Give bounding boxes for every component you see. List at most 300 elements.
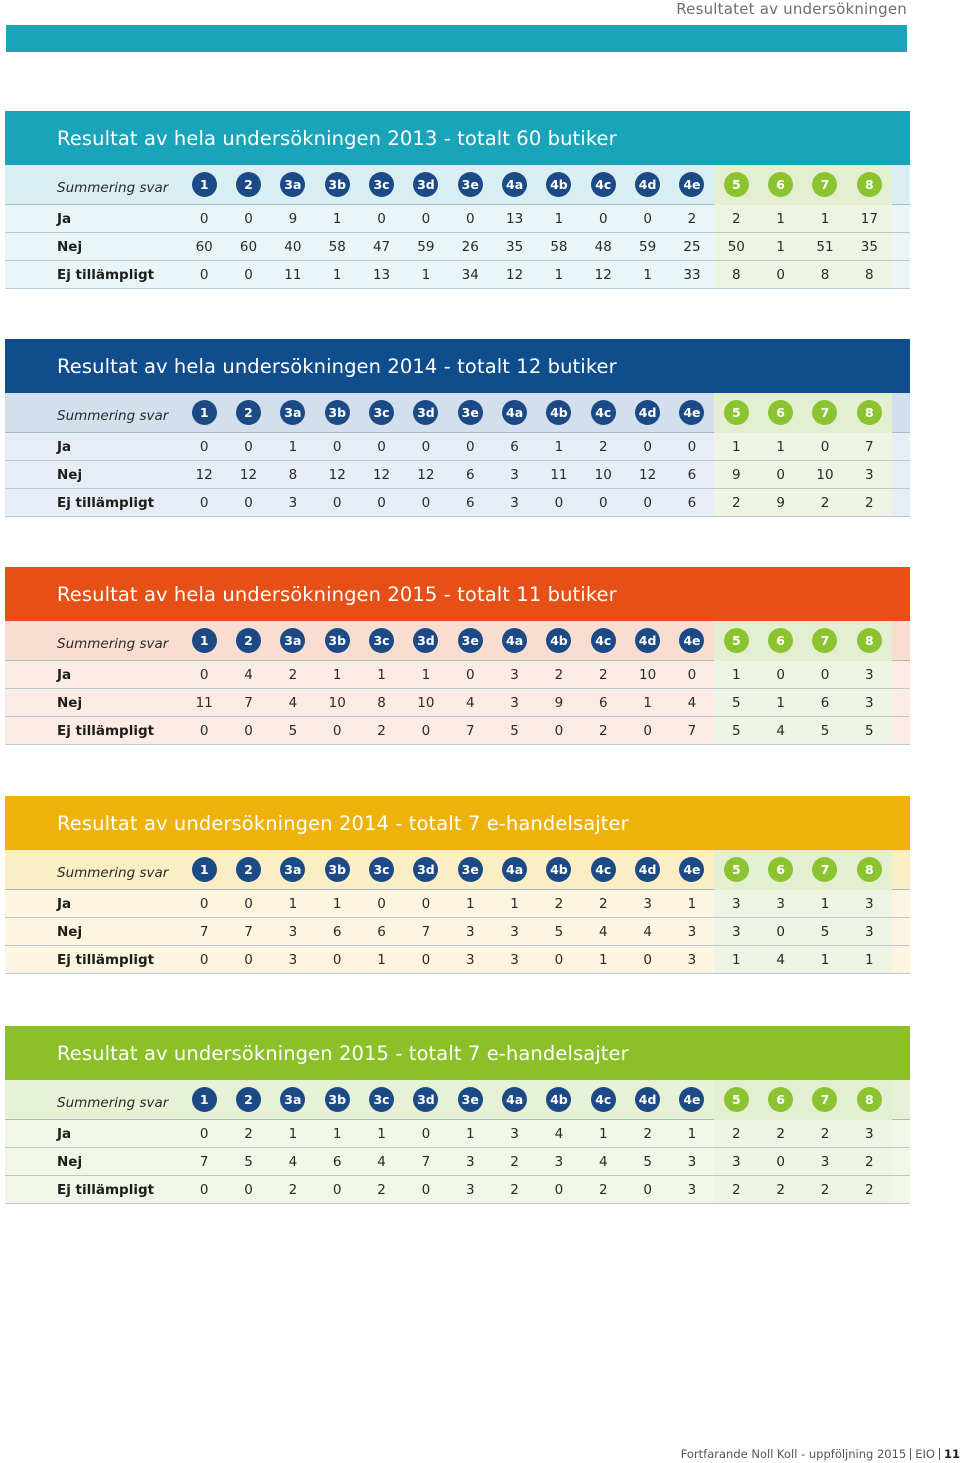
question-number-badge: 3e xyxy=(458,857,483,882)
table-cell: 0 xyxy=(199,951,209,968)
table-cell: 3 xyxy=(847,661,891,688)
column-header-cell xyxy=(670,628,714,653)
table-cell: 3 xyxy=(465,923,475,940)
table-cell: 1 xyxy=(687,895,697,912)
column-header-cell xyxy=(581,857,625,882)
column-header-cell xyxy=(492,172,536,197)
row-label: Ja xyxy=(57,895,72,912)
table-cell: 0 xyxy=(758,461,802,488)
table-cell: 3 xyxy=(510,923,519,940)
question-number-badge: 5 xyxy=(724,857,749,882)
table-cell: 2 xyxy=(714,1176,758,1203)
table-cell: 0 xyxy=(643,1181,652,1198)
question-number-badge: 4b xyxy=(546,400,571,425)
column-header-row xyxy=(5,621,910,661)
table-cell: 6 xyxy=(510,438,519,455)
table-cell: 1 xyxy=(554,266,564,283)
table-cell: 6 xyxy=(332,923,342,940)
table-cell: 0 xyxy=(465,666,475,683)
column-header-cell xyxy=(803,1080,847,1120)
table-cell: 4 xyxy=(554,1125,564,1142)
question-number-badge: 4b xyxy=(546,172,571,197)
table-cell: 4 xyxy=(465,694,475,711)
table-cell: 2 xyxy=(598,1181,608,1198)
table-cell: 0 xyxy=(199,1125,209,1142)
question-number-badge: 4d xyxy=(635,400,660,425)
table-cell: 3 xyxy=(847,1120,891,1147)
table-cell: 5 xyxy=(244,1153,253,1170)
table-cell: 3 xyxy=(510,694,519,711)
column-header-cell xyxy=(803,393,847,433)
table-row xyxy=(5,433,910,461)
table-cell: 1 xyxy=(598,951,608,968)
table-cell: 1 xyxy=(598,1125,608,1142)
table-cell: 3 xyxy=(687,1153,697,1170)
question-number-badge: 4c xyxy=(591,400,616,425)
table-cell: 1 xyxy=(510,895,519,912)
table-row xyxy=(5,689,910,717)
question-number-badge: 2 xyxy=(236,1087,261,1112)
table-cell: 3 xyxy=(687,951,697,968)
question-number-badge: 7 xyxy=(812,857,837,882)
table-cell: 3 xyxy=(847,461,891,488)
table-cell: 3 xyxy=(643,895,652,912)
table-cell: 0 xyxy=(554,951,564,968)
table-cell: 13 xyxy=(372,266,391,283)
column-header-row xyxy=(5,850,910,890)
question-number-badge: 3c xyxy=(369,628,394,653)
question-number-badge: 4c xyxy=(591,1087,616,1112)
table-cell: 0 xyxy=(244,722,253,739)
table-row xyxy=(5,890,910,918)
table-cell: 3 xyxy=(288,923,298,940)
column-header-cell xyxy=(404,172,448,197)
table-cell: 4 xyxy=(288,694,298,711)
table-cell: 4 xyxy=(598,923,608,940)
column-header-cell xyxy=(714,621,758,661)
table-cell: 12 xyxy=(239,466,258,483)
results-table-5 xyxy=(5,1026,910,1204)
column-header-cell xyxy=(847,393,891,433)
question-number-badge: 4e xyxy=(679,1087,704,1112)
column-header-cell xyxy=(625,857,669,882)
question-number-badge: 3b xyxy=(325,400,350,425)
table-cell: 7 xyxy=(687,722,697,739)
table-row xyxy=(5,661,910,689)
table-cell: 33 xyxy=(683,266,701,283)
question-number-badge: 4e xyxy=(679,172,704,197)
table-cell: 3 xyxy=(465,951,475,968)
table-cell: 3 xyxy=(510,494,519,511)
header-label: Summering svar xyxy=(57,864,169,881)
row-label: Ja xyxy=(57,666,72,683)
table-cell: 58 xyxy=(328,238,346,255)
row-label: Ja xyxy=(57,438,72,455)
question-number-badge: 5 xyxy=(724,1087,749,1112)
table-cell: 8 xyxy=(377,694,386,711)
question-number-badge: 3e xyxy=(458,628,483,653)
question-number-badge: 8 xyxy=(857,1087,882,1112)
question-number-badge: 4e xyxy=(679,628,704,653)
table-cell: 0 xyxy=(803,661,847,688)
table-cell: 2 xyxy=(803,489,847,516)
header-label: Summering svar xyxy=(57,407,169,424)
question-number-badge: 4d xyxy=(635,172,660,197)
table-cell: 0 xyxy=(643,210,652,227)
column-header-cell xyxy=(847,621,891,661)
table-cell: 5 xyxy=(510,722,519,739)
column-header-cell xyxy=(359,1087,403,1112)
table-cell: 2 xyxy=(598,722,608,739)
question-number-badge: 3c xyxy=(369,172,394,197)
table-cell: 0 xyxy=(554,722,564,739)
row-label: Nej xyxy=(57,694,83,711)
column-header-cell xyxy=(182,172,226,197)
table-cell: 2 xyxy=(598,666,608,683)
table-cell: 0 xyxy=(377,494,386,511)
table-cell: 0 xyxy=(687,438,697,455)
table-cell: 0 xyxy=(421,895,431,912)
question-number-badge: 4a xyxy=(502,857,527,882)
table-row xyxy=(5,1148,910,1176)
row-label: Ej tillämpligt xyxy=(57,494,155,511)
table-cell: 0 xyxy=(465,210,475,227)
header-label: Summering svar xyxy=(57,179,169,196)
table-cell: 0 xyxy=(758,918,802,945)
table-cell: 5 xyxy=(554,923,564,940)
table-cell: 12 xyxy=(417,466,435,483)
table-cell: 2 xyxy=(758,1176,802,1203)
question-number-badge: 1 xyxy=(192,400,217,425)
table-cell: 0 xyxy=(244,494,253,511)
column-header-cell xyxy=(315,172,359,197)
table-cell: 35 xyxy=(505,238,524,255)
table-cell: 3 xyxy=(510,466,519,483)
table-cell: 17 xyxy=(847,205,891,232)
column-header-cell xyxy=(670,400,714,425)
question-number-badge: 7 xyxy=(812,1087,837,1112)
column-header-cell xyxy=(448,857,492,882)
question-number-badge: 5 xyxy=(724,172,749,197)
question-number-badge: 7 xyxy=(812,628,837,653)
table-cell: 0 xyxy=(377,210,386,227)
table-cell: 47 xyxy=(372,238,391,255)
table-cell: 0 xyxy=(803,433,847,460)
table-cell: 7 xyxy=(244,923,253,940)
table-cell: 12 xyxy=(328,466,346,483)
table-cell: 3 xyxy=(714,890,758,917)
table-row xyxy=(5,717,910,745)
table-cell: 1 xyxy=(758,689,802,716)
question-number-badge: 6 xyxy=(768,400,793,425)
column-header-cell xyxy=(271,1087,315,1112)
table-cell: 5 xyxy=(288,722,298,739)
page-footer xyxy=(681,1447,960,1461)
results-table-2 xyxy=(5,339,910,517)
row-label: Ja xyxy=(57,1125,72,1142)
table-cell: 2 xyxy=(598,895,608,912)
table-cell: 7 xyxy=(465,722,475,739)
table-cell: 3 xyxy=(687,1181,697,1198)
question-number-badge: 3c xyxy=(369,857,394,882)
table-cell: 0 xyxy=(758,661,802,688)
table-cell: 2 xyxy=(687,210,697,227)
table-cell: 2 xyxy=(803,1176,847,1203)
table-cell: 0 xyxy=(554,1181,564,1198)
column-header-cell xyxy=(537,172,581,197)
column-header-cell xyxy=(847,165,891,205)
column-header-cell xyxy=(625,400,669,425)
table-cell: 3 xyxy=(510,951,519,968)
question-number-badge: 3d xyxy=(413,400,438,425)
table-cell: 0 xyxy=(421,210,431,227)
table-cell: 2 xyxy=(244,1125,253,1142)
table-cell: 12 xyxy=(639,466,657,483)
table-row xyxy=(5,918,910,946)
header-label: Summering svar xyxy=(57,635,169,652)
column-header-cell xyxy=(537,628,581,653)
footer-divider xyxy=(910,1448,911,1460)
table-cell: 6 xyxy=(332,1153,342,1170)
table-cell: 2 xyxy=(377,722,386,739)
table-cell: 12 xyxy=(505,266,524,283)
column-header-cell xyxy=(537,857,581,882)
table-cell: 0 xyxy=(598,494,608,511)
question-number-badge: 3a xyxy=(280,628,305,653)
column-header-cell xyxy=(182,628,226,653)
table-cell: 10 xyxy=(328,694,346,711)
table-cell: 1 xyxy=(288,895,298,912)
question-number-badge: 8 xyxy=(857,857,882,882)
table-cell: 1 xyxy=(332,895,342,912)
column-header-cell xyxy=(714,850,758,890)
table-cell: 12 xyxy=(195,466,213,483)
table-cell: 50 xyxy=(714,233,758,260)
question-number-badge: 4a xyxy=(502,628,527,653)
table-cell: 10 xyxy=(594,466,612,483)
row-label: Nej xyxy=(57,923,83,940)
column-header-cell xyxy=(359,857,403,882)
table-cell: 2 xyxy=(847,1148,891,1175)
question-number-badge: 8 xyxy=(857,172,882,197)
column-header-cell xyxy=(714,393,758,433)
table-cell: 1 xyxy=(421,266,431,283)
question-number-badge: 4e xyxy=(679,857,704,882)
table-cell: 1 xyxy=(465,1125,475,1142)
question-number-badge: 3a xyxy=(280,400,305,425)
table-cell: 7 xyxy=(847,433,891,460)
table-cell: 0 xyxy=(199,494,209,511)
footer-divider xyxy=(939,1448,940,1460)
table-cell: 1 xyxy=(643,266,652,283)
question-number-badge: 4c xyxy=(591,857,616,882)
table-cell: 2 xyxy=(598,438,608,455)
question-number-badge: 4b xyxy=(546,1087,571,1112)
question-number-badge: 8 xyxy=(857,400,882,425)
question-number-badge: 4d xyxy=(635,628,660,653)
table-cell: 1 xyxy=(421,666,431,683)
question-number-badge: 3b xyxy=(325,172,350,197)
question-number-badge: 3a xyxy=(280,1087,305,1112)
table-cell: 2 xyxy=(714,1120,758,1147)
question-number-badge: 4c xyxy=(591,628,616,653)
table-cell: 1 xyxy=(643,694,652,711)
table-cell: 0 xyxy=(377,895,386,912)
table-cell: 1 xyxy=(803,890,847,917)
table-cell: 0 xyxy=(421,722,431,739)
question-number-badge: 6 xyxy=(768,857,793,882)
table-cell: 2 xyxy=(554,666,564,683)
table-cell: 0 xyxy=(332,1181,342,1198)
column-header-cell xyxy=(625,172,669,197)
table-cell: 9 xyxy=(758,489,802,516)
question-number-badge: 5 xyxy=(724,400,749,425)
table-cell: 0 xyxy=(244,266,253,283)
table-cell: 0 xyxy=(199,722,209,739)
table-cell: 0 xyxy=(332,722,342,739)
table-cell: 4 xyxy=(288,1153,298,1170)
table-cell: 0 xyxy=(332,438,342,455)
table-cell: 11 xyxy=(195,694,213,711)
table-cell: 1 xyxy=(288,1125,298,1142)
header-label: Summering svar xyxy=(57,1094,169,1111)
page-number: 11 xyxy=(943,1447,960,1461)
results-table-4 xyxy=(5,796,910,974)
table-cell: 3 xyxy=(465,1181,475,1198)
table-cell: 59 xyxy=(639,238,657,255)
column-header-cell xyxy=(492,857,536,882)
table-cell: 40 xyxy=(284,238,302,255)
table-cell: 6 xyxy=(598,694,608,711)
question-number-badge: 3d xyxy=(413,172,438,197)
table-cell: 3 xyxy=(288,494,298,511)
table-cell: 1 xyxy=(847,946,891,973)
table-cell: 60 xyxy=(239,238,258,255)
column-header-row xyxy=(5,393,910,433)
table-cell: 8 xyxy=(803,261,847,288)
table-cell: 1 xyxy=(714,433,758,460)
column-header-cell xyxy=(803,621,847,661)
table-cell: 9 xyxy=(554,694,564,711)
page-header-title: Resultatet av undersökningen xyxy=(676,0,907,18)
column-header-cell xyxy=(581,172,625,197)
table-cell: 3 xyxy=(510,666,519,683)
column-header-cell xyxy=(537,400,581,425)
table-cell: 4 xyxy=(758,946,802,973)
table-cell: 1 xyxy=(465,895,475,912)
table-cell: 6 xyxy=(377,923,386,940)
table-cell: 0 xyxy=(465,438,475,455)
column-header-cell xyxy=(182,1087,226,1112)
table-cell: 4 xyxy=(598,1153,608,1170)
table-cell: 34 xyxy=(461,266,479,283)
table-cell: 1 xyxy=(758,233,802,260)
question-number-badge: 2 xyxy=(236,628,261,653)
table-cell: 1 xyxy=(332,666,342,683)
question-number-badge: 3c xyxy=(369,400,394,425)
column-header-cell xyxy=(448,1087,492,1112)
table-cell: 1 xyxy=(687,1125,697,1142)
table-cell: 0 xyxy=(332,494,342,511)
table-cell: 2 xyxy=(714,489,758,516)
table-cell: 6 xyxy=(465,466,475,483)
table-cell: 2 xyxy=(288,666,298,683)
table-cell: 0 xyxy=(758,261,802,288)
table-cell: 2 xyxy=(847,489,891,516)
table-cell: 4 xyxy=(244,666,253,683)
column-header-cell xyxy=(271,400,315,425)
column-header-cell xyxy=(226,172,270,197)
table-cell: 8 xyxy=(714,261,758,288)
table-cell: 3 xyxy=(687,923,697,940)
table-cell: 0 xyxy=(244,951,253,968)
row-label: Nej xyxy=(57,1153,83,1170)
section-title: Resultat av undersökningen 2014 - totalt 7 e-handelsajter xyxy=(5,796,910,850)
table-row xyxy=(5,233,910,261)
table-cell: 6 xyxy=(803,689,847,716)
table-cell: 1 xyxy=(554,210,564,227)
column-header-cell xyxy=(404,1087,448,1112)
column-header-cell xyxy=(448,172,492,197)
table-cell: 5 xyxy=(803,918,847,945)
table-cell: 4 xyxy=(643,923,652,940)
question-number-badge: 1 xyxy=(192,857,217,882)
section-title: Resultat av hela undersökningen 2013 - totalt 60 butiker xyxy=(5,111,910,165)
table-cell: 48 xyxy=(594,238,612,255)
table-cell: 0 xyxy=(244,1181,253,1198)
column-header-cell xyxy=(758,165,802,205)
table-cell: 6 xyxy=(687,494,697,511)
table-cell: 13 xyxy=(505,210,524,227)
question-number-badge: 1 xyxy=(192,628,217,653)
table-cell: 0 xyxy=(244,210,253,227)
table-cell: 0 xyxy=(421,951,431,968)
column-header-cell xyxy=(492,400,536,425)
table-cell: 0 xyxy=(598,210,608,227)
table-cell: 59 xyxy=(417,238,435,255)
table-cell: 0 xyxy=(199,1181,209,1198)
table-cell: 3 xyxy=(510,1125,519,1142)
table-cell: 3 xyxy=(803,1148,847,1175)
question-number-badge: 8 xyxy=(857,628,882,653)
column-header-cell xyxy=(581,628,625,653)
table-cell: 5 xyxy=(714,717,758,744)
table-cell: 7 xyxy=(199,923,209,940)
section-title: Resultat av hela undersökningen 2015 - totalt 11 butiker xyxy=(5,567,910,621)
table-cell: 4 xyxy=(377,1153,386,1170)
question-number-badge: 4a xyxy=(502,1087,527,1112)
table-cell: 0 xyxy=(421,1125,431,1142)
footer-title: Fortfarande Noll Koll - uppföljning 2015 xyxy=(680,1447,907,1461)
table-cell: 1 xyxy=(332,210,342,227)
question-number-badge: 4e xyxy=(679,400,704,425)
table-cell: 0 xyxy=(421,1181,431,1198)
table-cell: 58 xyxy=(550,238,568,255)
question-number-badge: 7 xyxy=(812,172,837,197)
column-header-cell xyxy=(315,628,359,653)
question-number-badge: 3b xyxy=(325,628,350,653)
table-cell: 2 xyxy=(510,1153,519,1170)
column-header-cell xyxy=(670,857,714,882)
table-cell: 3 xyxy=(847,689,891,716)
table-cell: 3 xyxy=(554,1153,564,1170)
column-header-cell xyxy=(271,628,315,653)
table-cell: 60 xyxy=(195,238,213,255)
table-cell: 9 xyxy=(714,461,758,488)
table-cell: 8 xyxy=(847,261,891,288)
table-cell: 4 xyxy=(758,717,802,744)
question-number-badge: 3c xyxy=(369,1087,394,1112)
